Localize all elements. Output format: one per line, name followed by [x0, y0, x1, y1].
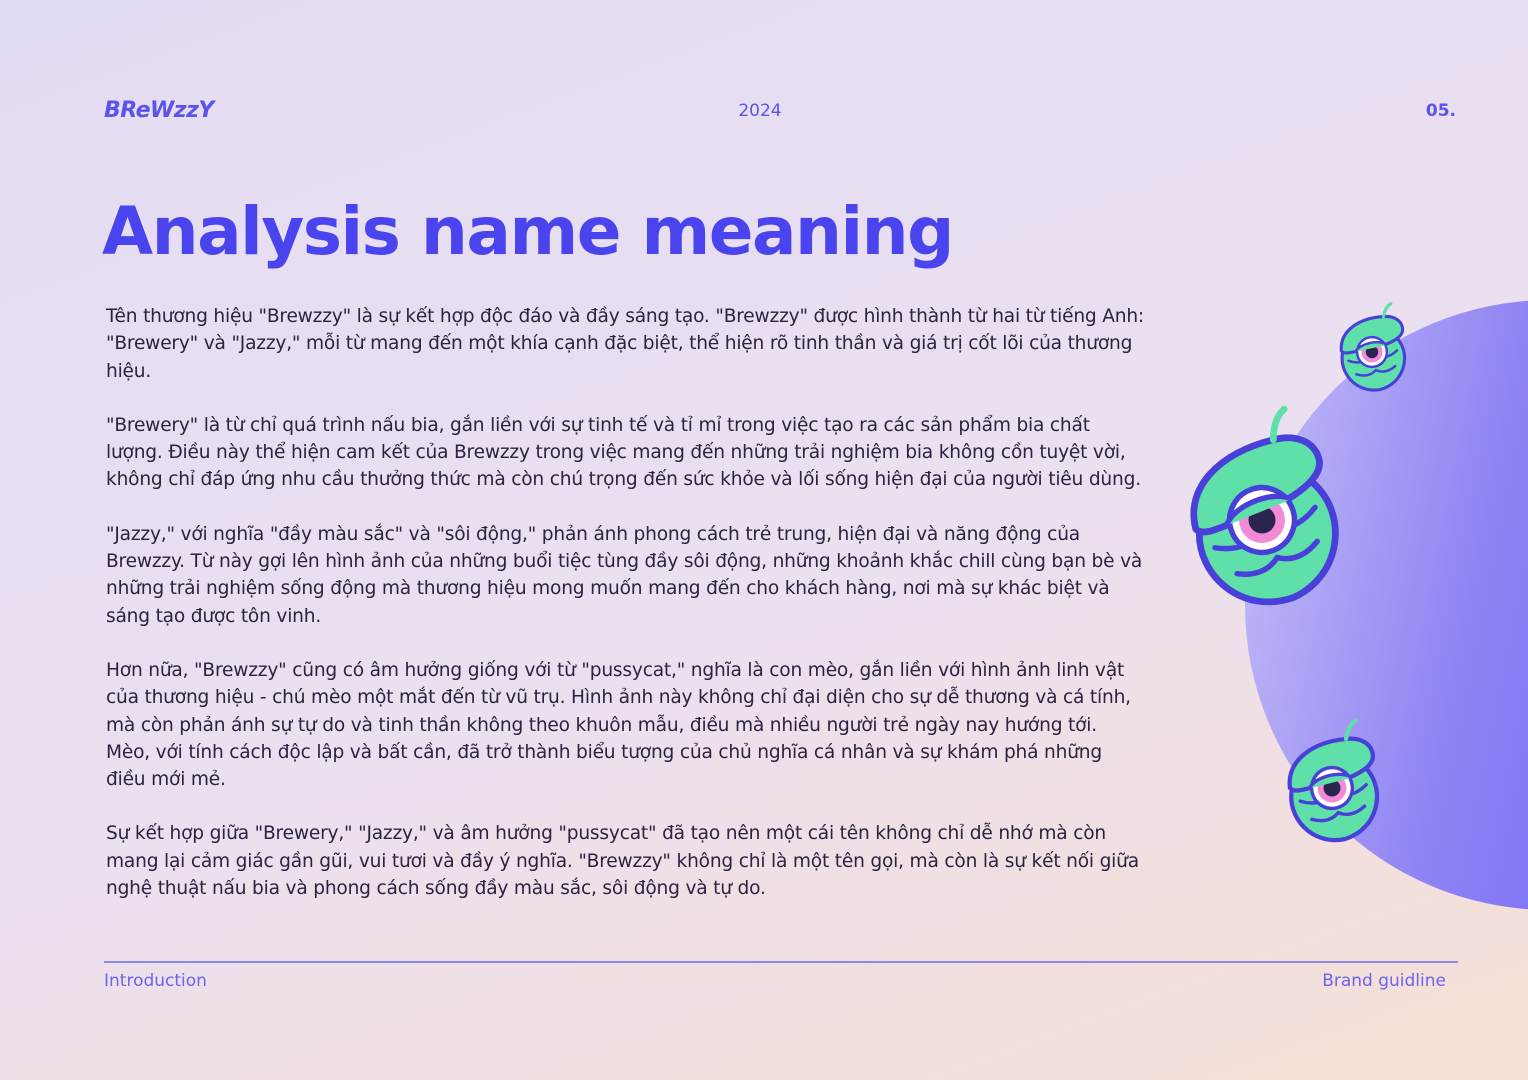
page-number: 05.	[1425, 101, 1456, 121]
paragraph: "Brewery" là từ chỉ quá trình nấu bia, gắn liền với sự tinh tế và tỉ mỉ trong việc tạo ra các sản phẩm bia chất lượng. Điều này thể hiện cam kết của Brewzzy trong việc mang đến những trải nghiệm bia không cồn tuyệt vời, không chỉ đáp ứng nhu cầu thưởng thức mà còn chú trọng đến sức khỏe và lối sống hiện đại của người tiêu dùng.	[106, 414, 1141, 491]
footer-divider	[104, 961, 1458, 963]
footer-document-label: Brand guidline	[1322, 971, 1446, 991]
paragraph: Sự kết hợp giữa "Brewery," "Jazzy," và âm hưởng "pussycat" đã tạo nên một cái tên không chỉ dễ nhớ mà còn mang lại cảm giác gần gũi, vui tươi và đầy ý nghĩa. "Brewzzy" không chỉ là một tên gọi, mà còn là sự kết nối giữa nghệ thuật nấu bia và phong cách sống đầy màu sắc, sôi động và tự do.	[106, 823, 1139, 900]
paragraph: "Jazzy," với nghĩa "đầy màu sắc" và "sôi động," phản ánh phong cách trẻ trung, hiện đại và năng động của Brewzzy. Từ này gợi lên hình ảnh của những buổi tiệc tùng đầy sôi động, những khoảnh khắc chill cùng bạn bè và những trải nghiệm sống động mà thương hiệu mong muốn mang đến cho khách hàng, nơi mà sự khác biệt và sáng tạo được tôn vinh.	[106, 523, 1143, 627]
header-year: 2024	[738, 101, 782, 121]
paragraph: Hơn nữa, "Brewzzy" cũng có âm hưởng giống với từ "pussycat," nghĩa là con mèo, gắn liền với hình ảnh linh vật của thương hiệu - chú mèo một mắt đến từ vũ trụ. Hình ảnh này không chỉ đại diện cho sự dễ thương và cá tính, mà còn phản ánh sự tự do và tinh thần không theo khuôn mẫu, điều mà nhiều người trẻ ngày nay hướng tới. Mèo, với tính cách độc lập và bất cần, đã trở thành biểu tượng của chủ nghĩa cá nhân và sự khám phá những điều mới mẻ.	[106, 659, 1131, 791]
brand-logo: BReWzzY	[104, 98, 214, 123]
paragraph: Tên thương hiệu "Brewzzy" là sự kết hợp độc đáo và đầy sáng tạo. "Brewzzy" được hình thành từ hai từ tiếng Anh: "Brewery" và "Jazzy," mỗi từ mang đến một khía cạnh đặc biệt, thể hiện rõ tinh thần và giá trị cốt lõi của thương hiệu.	[106, 306, 1144, 382]
footer-section-label: Introduction	[104, 971, 207, 991]
page-title: Analysis name meaning	[102, 193, 953, 270]
planet-shape	[1245, 300, 1528, 910]
